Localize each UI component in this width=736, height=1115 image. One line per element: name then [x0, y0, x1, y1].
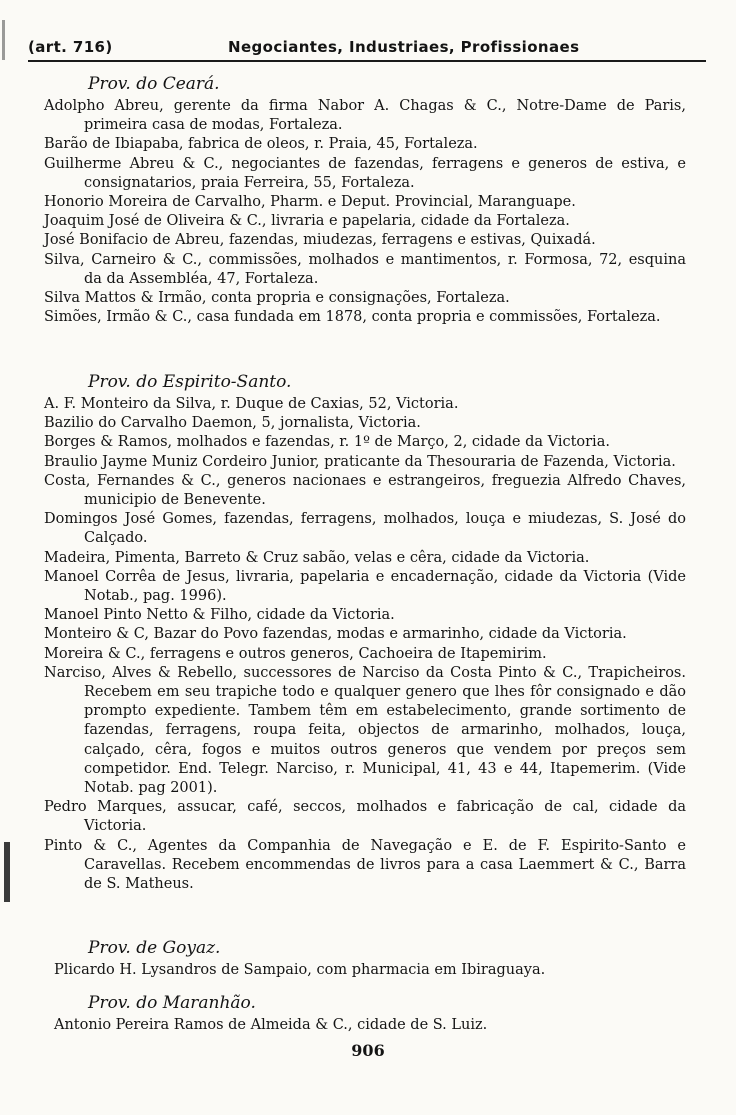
entry-monteiro-silva: A. F. Monteiro da Silva, r. Duque de Caxias, 52, Victoria. [44, 396, 459, 412]
entry-guilherme-abreu: Guilherme Abreu & C., negociantes de fazendas, ferragens e generos de estiva, e consignatarios, praia Ferreira, 55, Fortaleza. [44, 155, 686, 191]
entry-narciso-alves: Narciso, Alves & Rebello, successores de Narciso da Costa Pinto & C., Trapicheiros. Recebem em seu trapiche todo e qualquer genero que lhes fôr consignado e dão prompto expediente. Tambem têm em estabelecimento, grande sortimento de fazendas, ferragens, roupa feita, objectos de armarinho, molhados, louça, calçado, cêra, fogos e muitos outros generos que vendem por preços sem competidor. End. Telegr. Narciso, r. Municipal, 41, 43 e 44, Itapemerim. (Vide Notab. pag 2001). [44, 664, 686, 797]
entry-pinto-c: Pinto & C., Agentes da Companhia de Navegação e E. de F. Espirito-Santo e Caravellas. Recebem encommendas de livros para a casa Laemmert & C., Barra de S. Matheus. [44, 837, 686, 893]
page-header [28, 38, 706, 62]
entry-manoel-pinto: Manoel Pinto Netto & Filho, cidade da Victoria. [44, 607, 395, 624]
entry-adolpho-abreu: Adolpho Abreu, gerente da firma Nabor A. Chagas & C., Notre-Dame de Paris, primeira casa de modas, Fortaleza. [44, 98, 686, 134]
entry-manoel-correa: Manoel Corrêa de Jesus, livraria, papelaria e encadernação, cidade da Victoria (Vide Notab., pag. 1996). [44, 568, 686, 605]
entry-antonio-almeida: Antonio Pereira Ramos de Almeida & C., cidade de S. Luiz. [54, 1017, 488, 1033]
entry-silva-mattos: Silva Mattos & Irmão, conta propria e consignações, Fortaleza. [44, 290, 510, 307]
entry-pedro-marques: Pedro Marques, assucar, café, seccos, molhados e fabricação de cal, cidade da Victoria. [44, 799, 686, 835]
entry-joaquim-oliveira: Joaquim José de Oliveira & C., livraria e papelaria, cidade da Fortaleza. [44, 213, 570, 230]
scan-margin-mark [2, 20, 5, 60]
section-title-goyaz: Prov. de Goyaz. [88, 938, 221, 958]
section-maranhao-entries [54, 1016, 696, 1035]
section-title-espirito-santo: Prov. do Espirito-Santo. [88, 372, 292, 392]
entry-simoes-irmao: Simões, Irmão & C., casa fundada em 1878, conta propria e commissões, Fortaleza. [44, 309, 661, 326]
running-title: Negociantes, Industriaes, Profissionaes [228, 38, 580, 56]
entry-barao-ibiapaba: Barão de Ibiapaba, fabrica de oleos, r. Praia, 45, Fortaleza. [44, 136, 478, 153]
entry-silva-carneiro: Silva, Carneiro & C., commissões, molhados e mantimentos, r. Formosa, 72, esquina da da Assembléa, 47, Fortaleza. [44, 251, 686, 287]
entry-costa-fernandes: Costa, Fernandes & C., generos nacionaes e estrangeiros, freguezia Alfredo Chaves, municipio de Benevente. [44, 472, 686, 509]
entry-honorio-moreira: Honorio Moreira de Carvalho, Pharm. e Deput. Provincial, Maranguape. [44, 194, 576, 211]
entry-bazilio-daemon: Bazilio do Carvalho Daemon, 5, jornalista, Victoria. [44, 415, 421, 432]
entry-domingos-gomes: Domingos José Gomes, fazendas, ferragens, molhados, louça e miudezas, S. José do Calçado. [44, 511, 686, 547]
entry-madeira-pimenta: Madeira, Pimenta, Barreto & Cruz sabão, velas e cêra, cidade da Victoria. [44, 549, 590, 566]
section-espirito-santo-entries [44, 395, 686, 894]
section-title-ceara: Prov. do Ceará. [88, 74, 220, 94]
entry-jose-bonifacio: José Bonifacio de Abreu, fazendas, miudezas, ferragens e estivas, Quixadá. [44, 232, 596, 249]
article-number: (art. 716) [28, 38, 113, 56]
entry-braulio-cordeiro: Braulio Jayme Muniz Cordeiro Junior, praticante da Thesouraria de Fazenda, Victoria. [44, 453, 676, 470]
section-ceara-entries [44, 97, 686, 327]
entry-monteiro-bazar: Monteiro & C, Bazar do Povo fazendas, modas e armarinho, cidade da Victoria. [44, 626, 627, 643]
section-title-maranhao: Prov. do Maranhão. [88, 993, 256, 1013]
entry-plicardo-sampaio: Plicardo H. Lysandros de Sampaio, com pharmacia em Ibiraguaya. [54, 962, 546, 978]
entry-borges-ramos: Borges & Ramos, molhados e fazendas, r. 1º de Março, 2, cidade da Victoria. [44, 434, 610, 451]
entry-moreira: Moreira & C., ferragens e outros generos, Cachoeira de Itapemirim. [44, 645, 547, 662]
page-number: 906 [351, 1041, 385, 1060]
scan-margin-mark [4, 842, 10, 902]
section-goyaz-entries [54, 961, 696, 980]
